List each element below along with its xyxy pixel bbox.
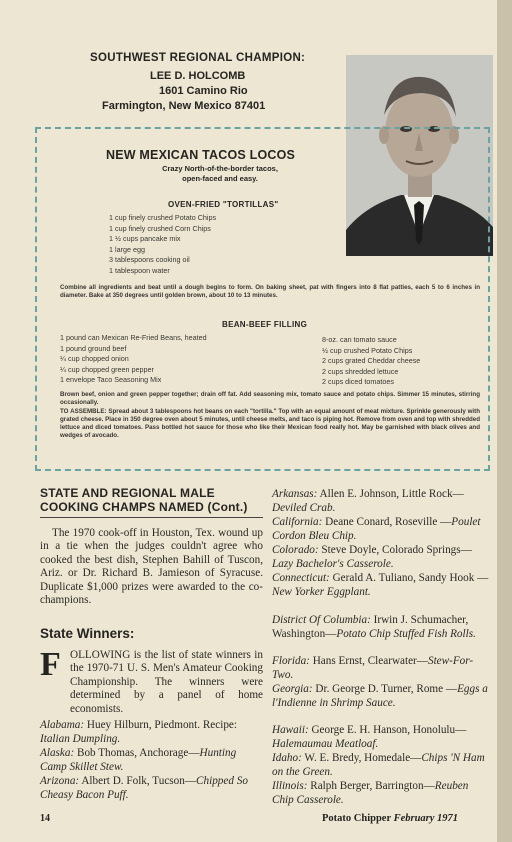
- state-name: Connecticut:: [272, 572, 330, 584]
- ingredient: 2 cups shredded lettuce: [322, 366, 399, 376]
- dish-name: Poulet Cordon Bleu Chip.: [272, 516, 481, 542]
- dish-name: Italian Dumpling.: [40, 732, 121, 745]
- ingredient: 1 envelope Taco Seasoning Mix: [60, 375, 162, 384]
- winner-text: George E. H. Hanson, Honolulu—: [308, 724, 467, 736]
- winner-entry: [272, 544, 492, 571]
- winner-text: W. E. Bredy, Homedale—: [301, 752, 422, 764]
- ingredient: ½ cup crushed Potato Chips: [322, 345, 413, 355]
- dish-name: Chipped So Cheasy Bacon Puff.: [40, 775, 248, 801]
- drop-cap: F: [40, 646, 61, 683]
- winner-entry: [272, 655, 492, 682]
- state-name: Illinois:: [272, 780, 308, 792]
- recipe-subtitle-line-1: Crazy North-of-the-border tacos,: [162, 164, 278, 173]
- instructions-tortillas: Combine all ingredients and beat until a dough begins to form. On baking sheet, pat with fingers into 8 flat patties, each 5 to 6 inches in diameter. Bake at 350 degrees until golden brown, about 10 to 13 minutes.: [60, 284, 480, 299]
- winner-text: Hans Ernst, Clearwater—: [309, 655, 428, 667]
- winner-entry: [272, 752, 492, 779]
- dish-name: Halemaumau Meatloaf.: [272, 737, 379, 750]
- article-heading: [40, 486, 270, 514]
- winner-text: Huey Hilburn, Piedmont. Recipe:: [84, 719, 237, 731]
- intro-paragraph: The 1970 cook-off in Houston, Tex. wound up in a tie when the judges couldn't agree who cooked the best dish, Stephen Bahill of Tuscon, Ariz. or Dr. Richard B. Jamieson of Syracuse. Duplicate $1,000 prizes were awarded to the co-champions.: [40, 527, 263, 607]
- ingredient: 1 large egg: [109, 244, 145, 254]
- article-heading-line-1: STATE AND REGIONAL MALE: [40, 486, 215, 500]
- dish-name: Eggs a l'Indienne in Shrimp Sauce.: [272, 683, 488, 709]
- winner-entry: [40, 719, 263, 746]
- winner-text: Steve Doyle, Colorado Springs—: [318, 544, 472, 556]
- ingredient-list-filling-left: [60, 333, 207, 386]
- dish-name: Chips 'N Ham on the Green.: [272, 752, 485, 778]
- ingredient: ¼ cup chopped green pepper: [60, 364, 154, 374]
- magazine-name: Potato Chipper: [322, 813, 391, 824]
- ingredient: 1 pound can Mexican Re-Fried Beans, heated: [60, 333, 207, 342]
- state-name: Florida:: [272, 655, 310, 667]
- winner-text: Ralph Berger, Barrington—: [307, 780, 435, 792]
- winner-entry: [272, 683, 492, 710]
- winners-intro-line-wrap: [70, 649, 263, 716]
- page-edge: [497, 0, 512, 842]
- ingredient-list-filling-right: [322, 335, 420, 388]
- winner-entry: [40, 747, 263, 774]
- instructions-assemble: TO ASSEMBLE: Spread about 3 tablespoons hot beans on each "tortilla." Top with an equal amount of meat mixture. Sprinkle generously with grated cheese. Place in 350 degree oven about 5 minutes, until cheese melts, and taco is piping hot. Remove from oven and top with shredded lettuce and diced tomatoes. Pass bottled hot sauce for those who like their Mexican food really hot. May be garnished with black olives and wedges of avocado.: [60, 408, 480, 439]
- issue-date: February 1971: [393, 813, 459, 824]
- ingredient-list-tortillas: [109, 213, 216, 276]
- champion-city: Farmington, New Mexico 87401: [102, 100, 266, 112]
- ingredient: ¼ cup chopped onion: [60, 354, 129, 363]
- winner-text: Albert D. Folk, Tucson—: [79, 775, 197, 787]
- ingredient: 1 cup finely crushed Corn Chips: [109, 223, 211, 233]
- ingredient: 2 cups grated Cheddar cheese: [322, 356, 421, 365]
- state-name: Alaska:: [40, 747, 75, 759]
- winner-entry: [272, 572, 492, 599]
- dish-name: Reuben Chip Casserole.: [272, 780, 469, 806]
- state-name: District Of Columbia:: [272, 614, 371, 626]
- dish-name: Stew-For-Two.: [272, 655, 474, 681]
- ingredient: 1 pound ground beef: [60, 343, 127, 353]
- instructions-filling: Brown beef, onion and green pepper together; drain off fat. Add seasoning mix, tomato sauce and potato chips. Simmer 15 minutes, stirring occasionally.: [60, 391, 480, 406]
- state-name: Georgia:: [272, 683, 313, 695]
- page-number: 14: [40, 813, 50, 824]
- dish-name: New Yorker Eggplant.: [272, 585, 371, 598]
- section-title-filling: BEAN-BEEF FILLING: [222, 320, 308, 329]
- ingredient: 1 cup finely crushed Potato Chips: [109, 213, 217, 222]
- winner-entry: [272, 724, 492, 751]
- recipe-title: NEW MEXICAN TACOS LOCOS: [106, 148, 296, 162]
- state-winners-heading: State Winners:: [40, 626, 135, 641]
- winner-entry: [272, 488, 492, 515]
- winners-intro: OLLOWING is the list of state winners in the 1970-71 U. S. Men's Amateur Cooking Championship. The winners were determined by a panel of home economists.: [70, 649, 263, 715]
- state-name: Idaho:: [272, 752, 302, 764]
- winner-entry: [40, 775, 263, 802]
- champion-name: LEE D. HOLCOMB: [150, 70, 246, 82]
- recipe-subtitle: [120, 164, 320, 184]
- ingredient: 1 tablespoon water: [109, 265, 170, 275]
- dish-name: Potato Chip Stuffed Fish Rolls.: [336, 627, 476, 640]
- winner-text: Bob Thomas, Anchorage—: [74, 747, 200, 759]
- state-name: Hawaii:: [272, 724, 309, 736]
- ingredient: 8-oz. can tomato sauce: [322, 335, 397, 344]
- champion-title: SOUTHWEST REGIONAL CHAMPION:: [90, 52, 306, 64]
- state-name: Alabama:: [40, 719, 85, 731]
- state-name: Colorado:: [272, 544, 319, 556]
- winner-text: Irwin J. Schumacher, Washington—: [272, 614, 469, 640]
- dish-name: Lazy Bachelor's Casserole.: [272, 557, 394, 570]
- winner-text: Gerald A. Tuliano, Sandy Hook —: [329, 572, 489, 584]
- state-name: California:: [272, 516, 323, 528]
- running-footer: [322, 813, 458, 824]
- winner-text: Allen E. Johnson, Little Rock—: [317, 488, 464, 500]
- winner-entry: [272, 614, 492, 641]
- winner-entry: [272, 780, 492, 807]
- winner-text: Deane Conard, Roseville —: [322, 516, 452, 528]
- dish-name: Hunting Camp Skillet Stew.: [40, 747, 237, 773]
- ingredient: 1 ½ cups pancake mix: [109, 234, 181, 243]
- state-name: Arizona:: [40, 775, 80, 787]
- ingredient: 3 tablespoons cooking oil: [109, 255, 190, 264]
- heading-rule: [40, 517, 263, 518]
- champion-address: 1601 Camino Rio: [159, 85, 248, 97]
- winner-text: Dr. George D. Turner, Rome —: [312, 683, 458, 695]
- recipe-subtitle-line-2: open-faced and easy.: [182, 174, 258, 183]
- winner-entry: [272, 516, 492, 543]
- ingredient: 2 cups diced tomatoes: [322, 377, 394, 386]
- article-heading-line-2: COOKING CHAMPS NAMED (Cont.): [40, 500, 248, 514]
- section-title-tortillas: OVEN-FRIED "TORTILLAS": [168, 200, 279, 209]
- dish-name: Deviled Crab.: [272, 501, 336, 514]
- state-name: Arkansas:: [272, 488, 318, 500]
